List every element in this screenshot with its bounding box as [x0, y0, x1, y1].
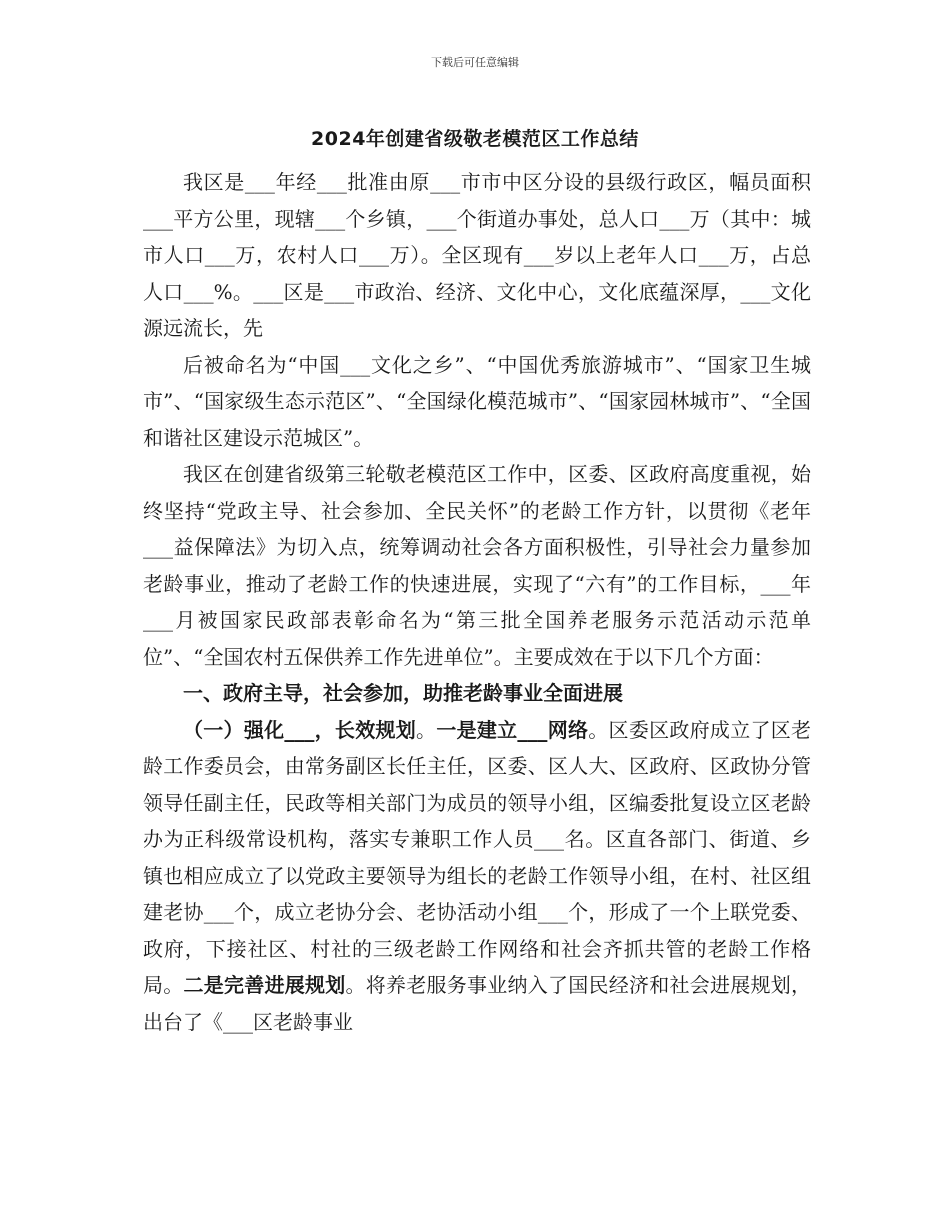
section-heading-1: 一、政府主导，社会参加，助推老龄事业全面进展: [183, 681, 623, 705]
text-plan: 。将养老服务事业纳入了国民经济和社会进展规划，出台了《___区老龄事业: [143, 973, 811, 1034]
text-network: 。区委区政府成立了区老龄工作委员会，由常务副区长任主任，区委、区人大、区政府、区政协分管领导任副主任，民政等相关部门为成员的领导小组，区编委批复设立区老龄办为正科级常设机构，落实专兼职工作人员___名。区直各部门、街道、乡镇也相应成立了以党政主要领导为组长的老龄工作领导小组，在村、社区组建老协___个，成立老协分会、老协活动小组___个，形成了一个上联党委、政府，下接社区、村社的三级老龄工作网络和社会齐抓共管的老龄工作格局。: [143, 717, 812, 997]
subheading-strengthen: （一）强化___，长效规划: [183, 717, 417, 742]
paragraph-intro: 我区是___年经___批准由原___市市中区分设的县级行政区，幅员面积___平方公里，现辖___个乡镇，___个街道办事处，总人口___万（其中：城市人口___万，农村人口___万）。全区现有___岁以上老年人口___万，占总人口___%。___区是___市政治、经济、文化中心，文化底蕴深厚，___文化源远流长，先: [143, 170, 811, 340]
point-improve-plan: 二是完善进展规划: [183, 973, 346, 997]
paragraph-summary: 我区在创建省级第三轮敬老模范区工作中，区委、区政府高度重视，始终坚持“党政主导、社会参加、全民关怀”的老龄工作方针，以贯彻《老年___益保障法》为切入点，统筹调动社会各方面积极性，引导社会力量参加老龄事业，推动了老龄工作的快速进展，实现了“六有”的工作目标，___年___月被国家民政部表彰命名为“第三批全国养老服务示范活动示范单位”、“全国农村五保供养工作先进单位”。主要成效在于以下几个方面：: [143, 462, 811, 669]
header-note: 下载后可任意编辑: [431, 56, 519, 69]
paragraph-section-1-1: [143, 712, 811, 1041]
point-establish-network: 一是建立___网络: [436, 717, 589, 742]
paragraph-honors: 后被命名为“中国___文化之乡”、“中国优秀旅游城市”、“国家卫生城市”、“国家级生态示范区”、“全国绿化模范城市”、“国家园林城市”、“全国和谐社区建设示范城区”。: [143, 352, 811, 450]
page-title: 2024年创建省级敬老模范区工作总结: [311, 128, 639, 150]
document-body: [143, 164, 811, 1040]
punct-1: 。: [416, 717, 437, 742]
